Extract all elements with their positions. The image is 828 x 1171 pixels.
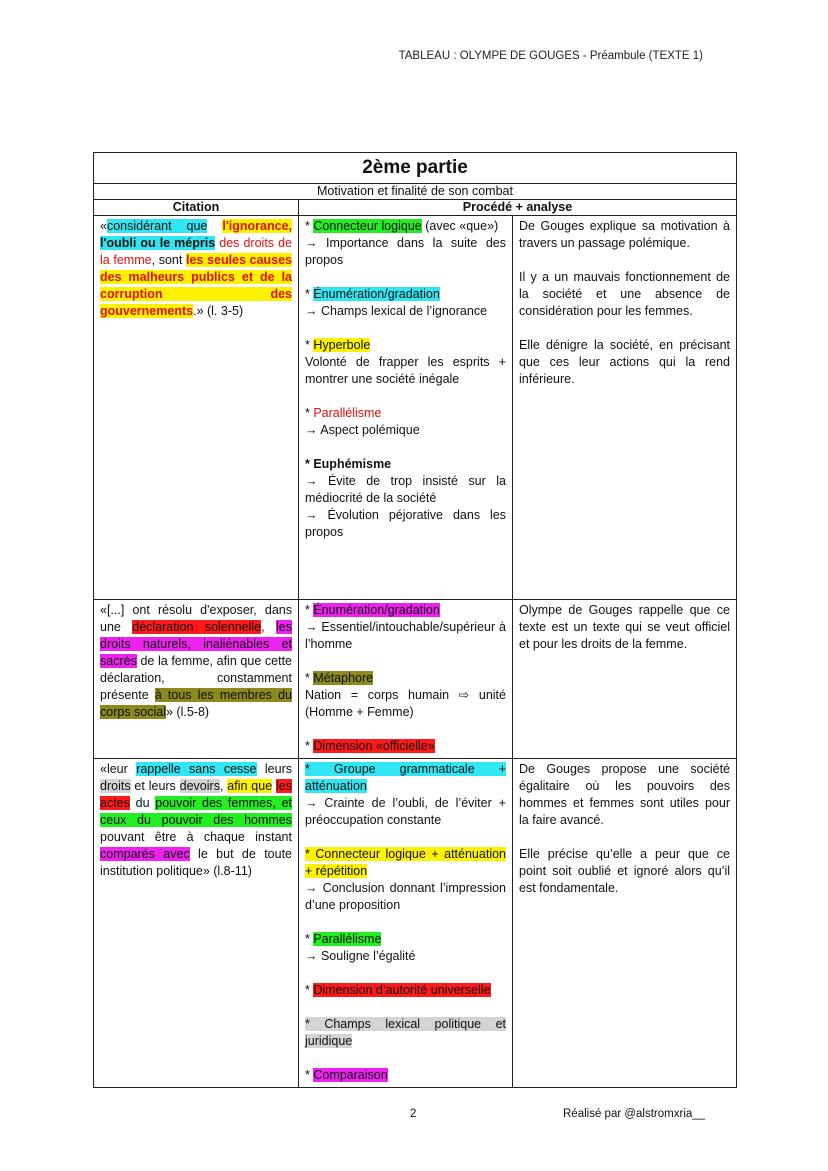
highlighted-text: l'ignorance,: [222, 219, 292, 233]
procede-line: [305, 687, 506, 721]
procede-line: [305, 456, 506, 473]
highlighted-text: des droits de la femme: [100, 236, 293, 267]
highlighted-text: Métaphore: [313, 671, 374, 685]
procede-line: [305, 795, 506, 829]
text-segment: .» (l. 3-5): [193, 304, 244, 318]
text-segment: ,: [219, 779, 228, 793]
analyse-cell: [513, 600, 737, 759]
highlighted-text: Parallélisme: [313, 932, 382, 946]
procede-line: [305, 846, 506, 880]
spacer: [519, 829, 730, 846]
highlighted-text: devoirs: [179, 779, 220, 793]
spacer: [519, 320, 730, 337]
text-segment: ,: [261, 620, 277, 634]
procede-cell: [299, 216, 513, 600]
highlighted-text: Dimension «officielle»: [313, 739, 435, 753]
table-subtitle: Motivation et finalité de son combat: [94, 184, 737, 200]
text-segment: du: [129, 796, 156, 810]
highlighted-text: l'oubli ou le mépris: [100, 236, 216, 250]
analyse-paragraph: Olympe de Gouges rappelle que ce texte est un texte qui se veut officiel et pour les droits de la femme.: [519, 603, 730, 651]
analyse-paragraph: Elle précise qu’elle a peur que ce point soit oublié et ignoré alors qu’il est fondamentale.: [519, 847, 730, 895]
highlighted-text: comparés avec: [100, 847, 190, 861]
spacer: [305, 914, 506, 931]
citation-cell: [94, 759, 299, 1088]
analyse-paragraph: Il y a un mauvais fonctionnement de la société et une absence de considération pour les femmes.: [519, 270, 730, 318]
page-header: TABLEAU : OLYMPE DE GOUGES - Préambule (TEXTE 1): [398, 50, 703, 62]
procede-line: [305, 931, 506, 948]
analyse-cell: [513, 759, 737, 1088]
table-row: [94, 216, 737, 600]
table-row: [94, 600, 737, 759]
spacer: [305, 320, 506, 337]
procede-line: [305, 337, 506, 354]
highlighted-text: * Connecteur logique + atténuation + répétition: [305, 847, 506, 878]
spacer: [519, 252, 730, 269]
procede-line: [305, 1016, 506, 1050]
procede-line: [305, 738, 506, 755]
spacer: [305, 965, 506, 982]
text-segment: → Conclusion donnant l’impression d’une proposition: [305, 881, 506, 912]
text-segment: , sont: [151, 253, 187, 267]
highlighted-text: pouvoir des femmes, et ceux du pouvoir des hommes: [100, 796, 292, 827]
text-segment: *: [305, 219, 314, 233]
text-segment: *: [305, 983, 314, 997]
text-segment: → Souligne l’égalité: [305, 949, 416, 963]
text-segment: → Évolution péjorative dans les propos: [305, 508, 506, 539]
highlighted-text: considérant que: [106, 219, 208, 233]
analyse-paragraph: Elle dénigre la société, en précisant que ces leur actions qui la rend inférieure.: [519, 338, 730, 386]
highlighted-text: * Groupe grammaticale + atténuation: [305, 762, 506, 793]
analyse-paragraph: De Gouges explique sa motivation à travers un passage polémique.: [519, 219, 730, 250]
procede-line: [305, 1067, 506, 1084]
highlighted-text: les droits naturels, inaliénables et sacrés: [100, 620, 292, 668]
text-segment: *: [305, 739, 314, 753]
text-segment: et leurs: [130, 779, 180, 793]
spacer: [305, 653, 506, 670]
citation-cell: [94, 600, 299, 759]
spacer: [305, 1050, 506, 1067]
text-segment: Nation = corps humain ⇨ unité (Homme + Femme): [305, 688, 506, 719]
highlighted-text: Dimension d’autorité universelle: [313, 983, 491, 997]
highlighted-text: à tous les membres du corps social: [100, 688, 292, 719]
text-segment: → Évite de trop insisté sur la médiocrité de la société: [305, 474, 506, 505]
spacer: [305, 829, 506, 846]
text-segment: *: [305, 603, 314, 617]
column-header-citation: Citation: [94, 200, 299, 216]
text-segment: «leur: [100, 762, 137, 776]
text-segment: *: [305, 287, 314, 301]
text-segment: leurs: [256, 762, 292, 776]
text-segment: *: [305, 406, 314, 420]
author-credit: Réalisé par @alstromxria__: [563, 1108, 706, 1120]
text-segment: *: [305, 671, 314, 685]
spacer: [305, 999, 506, 1016]
text-segment: » (l.5-8): [166, 705, 210, 719]
text-segment: → Aspect polémique: [305, 423, 420, 437]
procede-line: [305, 948, 506, 965]
procede-line: [305, 422, 506, 439]
text-segment: → Crainte de l’oubli, de l’éviter + préoccupation constante: [305, 796, 506, 827]
analysis-table: [93, 152, 737, 1088]
analyse-paragraph: De Gouges propose une société égalitaire où les pouvoirs des hommes et femmes sont utiles pour la faire avancé.: [519, 762, 730, 827]
highlighted-text: Connecteur logique: [313, 219, 422, 233]
text-segment: → Essentiel/intouchable/supérieur à l’homme: [305, 620, 506, 651]
spacer: [305, 269, 506, 286]
procede-cell: [299, 759, 513, 1088]
citation-cell: [94, 216, 299, 600]
text-segment: (avec «que»): [421, 219, 499, 233]
spacer: [305, 439, 506, 456]
procede-line: [305, 405, 506, 422]
procede-line: [305, 670, 506, 687]
procede-line: [305, 235, 506, 269]
highlighted-text: Parallélisme: [313, 406, 382, 420]
text-segment: [207, 219, 222, 233]
procede-line: [305, 880, 506, 914]
procede-line: [305, 473, 506, 507]
highlighted-text: droits: [100, 779, 131, 793]
highlighted-text: Énumération/gradation: [313, 287, 440, 301]
text-segment: pouvant être à chaque instant: [100, 830, 292, 844]
highlighted-text: Énumération/gradation: [313, 603, 440, 617]
text-segment: → Importance dans la suite des propos: [305, 236, 506, 267]
procede-cell: [299, 600, 513, 759]
procede-line: [305, 286, 506, 303]
text-segment: *: [305, 338, 314, 352]
text-segment: Volonté de frapper les esprits + montrer une société inégale: [305, 355, 506, 386]
page-number: 2: [410, 1108, 417, 1120]
highlighted-text: déclaration solennelle: [132, 620, 262, 634]
highlighted-text: les actes: [100, 779, 292, 810]
text-segment: le but de toute institution politique» (l.8-11): [100, 847, 292, 878]
highlighted-text: les seules causes des malheurs publics et de la corruption des gouvernements: [100, 253, 293, 318]
procede-line: [305, 619, 506, 653]
table-row: [94, 759, 737, 1088]
procede-line: [305, 507, 506, 541]
highlighted-text: Hyperbole: [313, 338, 371, 352]
procede-line: [305, 761, 506, 795]
text-segment: «: [100, 219, 107, 233]
highlighted-text: * Euphémisme: [305, 457, 392, 471]
text-segment: de la femme, afin que cette déclaration, constamment présente: [100, 654, 292, 702]
procede-line: [305, 218, 506, 235]
procede-line: [305, 982, 506, 999]
highlighted-text: rappelle sans cesse: [136, 762, 257, 776]
procede-line: [305, 354, 506, 388]
highlighted-text: afin que: [227, 779, 273, 793]
spacer: [305, 388, 506, 405]
analyse-cell: [513, 216, 737, 600]
procede-line: [305, 602, 506, 619]
highlighted-text: * Champs lexical politique et juridique: [305, 1017, 506, 1048]
table-title: 2ème partie: [94, 153, 737, 184]
spacer: [305, 721, 506, 738]
column-header-procede: Procédé + analyse: [299, 200, 737, 216]
text-segment: → Champs lexical de l’ignorance: [305, 304, 488, 318]
text-segment: «[...] ont résolu d'exposer, dans une: [100, 603, 292, 634]
text-segment: *: [305, 1068, 314, 1082]
procede-line: [305, 303, 506, 320]
text-segment: *: [305, 932, 314, 946]
highlighted-text: Comparaison: [313, 1068, 388, 1082]
